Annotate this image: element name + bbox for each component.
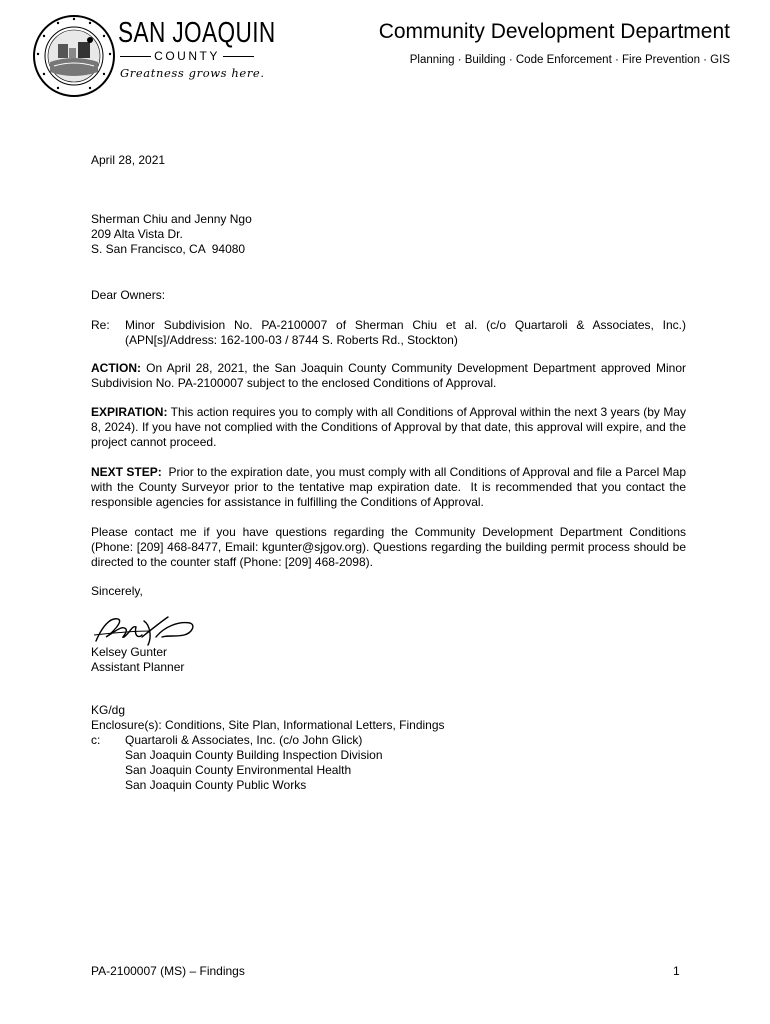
cc-label: c: (91, 733, 101, 747)
cc-item: San Joaquin County Environmental Health (125, 763, 352, 777)
re-label: Re: (91, 318, 110, 332)
brand-sub-text: COUNTY (154, 49, 220, 63)
signer-block (91, 645, 184, 675)
contact-paragraph: Please contact me if you have questions regarding the Community Development Department Conditions (Phone: [209] 468-8477, Email: kgunter@sjgov.org). Questions regarding the building permit process should be directed to the counter staff (Phone: [209] 468-2098). (91, 525, 686, 569)
action-label: ACTION: (91, 361, 141, 375)
signer-title: Assistant Planner (91, 660, 185, 674)
expiration-label: EXPIRATION: (91, 405, 168, 419)
enclosures: Enclosure(s): Conditions, Site Plan, Informational Letters, Findings (91, 718, 445, 732)
county-seal-logo (32, 14, 116, 98)
re-line-2: (APN[s]/Address: 162-100-03 / 8744 S. Roberts Rd., Stockton) (125, 333, 458, 347)
recipient-street: 209 Alta Vista Dr. (91, 227, 183, 241)
signer-name: Kelsey Gunter (91, 645, 168, 659)
initials: KG/dg (91, 703, 126, 717)
brand-tagline: Greatness grows here. (120, 66, 265, 80)
expiration-text: This action requires you to comply with all Conditions of Approval within the next 3 years (by May 8, 2024). If you have not complied with the Conditions of Approval by that date, this approval will expire, and the project cannot proceed. (91, 405, 686, 449)
page-number: 1 (673, 964, 680, 978)
expiration-paragraph (91, 405, 686, 450)
cc-item: Quartaroli & Associates, Inc. (c/o John Glick) (125, 733, 363, 747)
department-title: Community Development Department (378, 20, 730, 43)
recipient-city: S. San Francisco, CA 94080 (91, 242, 246, 256)
re-line-1: Minor Subdivision No. PA-2100007 of Sherman Chiu et al. (c/o Quartaroli & Associates, Inc.) (125, 318, 686, 332)
brand-rule-right (223, 56, 254, 57)
cc-item: San Joaquin County Public Works (125, 778, 307, 792)
letter-date: April 28, 2021 (91, 153, 166, 167)
department-services: Planning · Building · Code Enforcement · Fire Prevention · GIS (409, 54, 730, 66)
recipient-block (91, 212, 252, 257)
action-text: On April 28, 2021, the San Joaquin County Community Development Department approved Minor Subdivision No. PA-2100007 subject to the enclosed Conditions of Approval. (91, 361, 686, 390)
brand-sub (120, 49, 254, 63)
cc-item: San Joaquin County Building Inspection Division (125, 748, 383, 762)
brand-name: SAN JOAQUIN (118, 17, 276, 49)
next-step-paragraph (91, 465, 690, 510)
closing: Sincerely, (91, 584, 143, 598)
cc-list (125, 733, 383, 793)
next-step-label: NEXT STEP: (91, 465, 162, 479)
action-paragraph (91, 361, 686, 391)
next-step-text: Prior to the expiration date, you must comply with all Conditions of Approval and file a Parcel Map with the County Surveyor prior to the tentative map expiration date. It is recommended that you contact the responsible agencies for assistance in fulfilling the Conditions of Approval. (91, 465, 690, 509)
brand-rule-left (120, 56, 151, 57)
handwritten-signature (92, 607, 202, 649)
footer-document-id: PA-2100007 (MS) – Findings (91, 964, 245, 978)
recipient-name: Sherman Chiu and Jenny Ngo (91, 212, 252, 226)
salutation: Dear Owners: (91, 288, 166, 302)
